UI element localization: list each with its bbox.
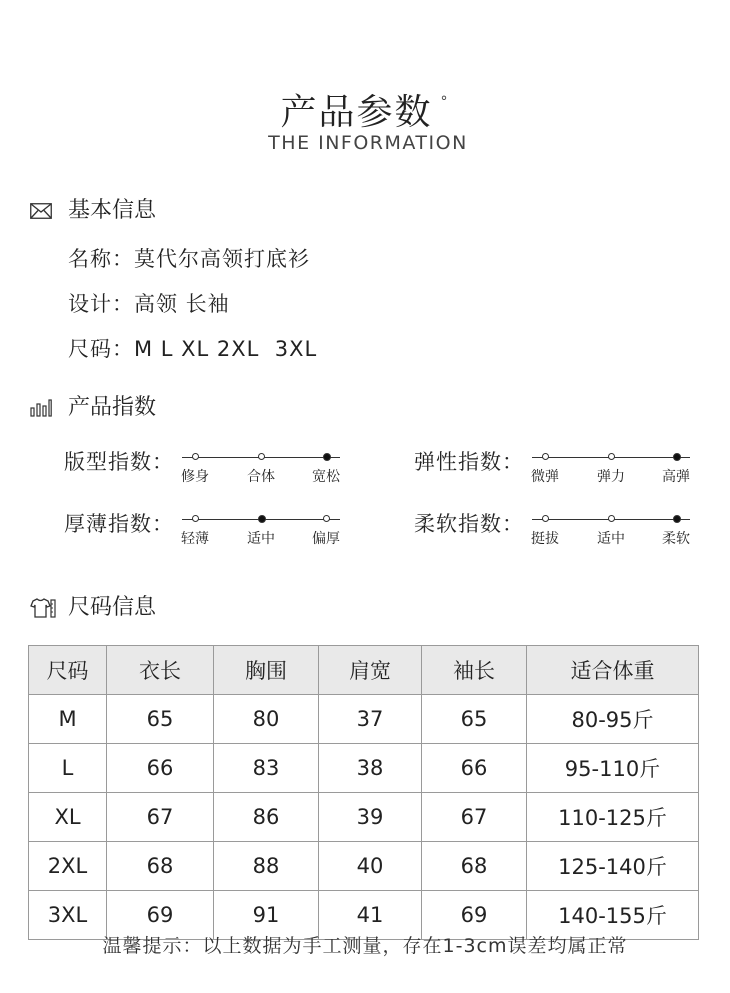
column-header: 胸围 (214, 646, 319, 695)
scale-option-label: 偏厚 (312, 531, 340, 547)
scale-point-selected (673, 453, 681, 461)
column-header: 肩宽 (319, 646, 422, 695)
scale-point (608, 453, 615, 460)
scale-option-label: 合体 (247, 469, 275, 485)
table-cell: 39 (319, 793, 422, 842)
table-cell: 95-110斤 (527, 744, 699, 793)
table-cell: L (29, 744, 107, 793)
column-header: 尺码 (29, 646, 107, 695)
table-cell: 65 (107, 695, 214, 744)
bar-chart-icon (30, 397, 56, 419)
scale-point (323, 515, 330, 522)
table-cell: 65 (422, 695, 527, 744)
table-cell: 125-140斤 (527, 842, 699, 891)
scale-point (542, 453, 549, 460)
table-cell: 110-125斤 (527, 793, 699, 842)
info-sizes: 尺码：M L XL 2XL 3XL (68, 337, 318, 361)
scale-point (542, 515, 549, 522)
softness-index-label: 柔软指数： (414, 512, 524, 536)
scale-option-label: 弹力 (597, 469, 625, 485)
softness-index-scale (530, 513, 690, 549)
scale-point (258, 453, 265, 460)
shirt-ruler-icon (30, 597, 56, 619)
table-row (29, 695, 699, 744)
scale-option-label: 适中 (247, 531, 275, 547)
scale-option-label: 柔软 (662, 531, 690, 547)
product-index-heading (30, 393, 156, 423)
table-cell: 38 (319, 744, 422, 793)
measurement-note: 温馨提示：以上数据为手工测量，存在1-3cm误差均属正常 (102, 935, 628, 957)
page-subtitle: THE INFORMATION (268, 132, 468, 154)
fit-index-scale (180, 451, 340, 487)
elasticity-index-scale (530, 451, 690, 487)
scale-point (192, 515, 199, 522)
table-cell: M (29, 695, 107, 744)
thickness-index-label: 厚薄指数： (64, 512, 174, 536)
scale-point-selected (258, 515, 266, 523)
table-cell: 86 (214, 793, 319, 842)
thickness-index-scale (180, 513, 340, 549)
basic-info-heading (30, 196, 156, 226)
scale-point-selected (323, 453, 331, 461)
table-cell: 68 (107, 842, 214, 891)
table-cell: 68 (422, 842, 527, 891)
table-cell: 80 (214, 695, 319, 744)
table-cell: 2XL (29, 842, 107, 891)
scale-point (608, 515, 615, 522)
table-cell: 83 (214, 744, 319, 793)
scale-option-label: 挺拔 (531, 531, 559, 547)
table-row (29, 793, 699, 842)
table-cell: 69 (107, 891, 214, 940)
table-cell: 140-155斤 (527, 891, 699, 940)
table-cell: 80-95斤 (527, 695, 699, 744)
table-cell: 66 (422, 744, 527, 793)
table-row (29, 842, 699, 891)
scale-option-label: 微弹 (531, 469, 559, 485)
info-design: 设计：高领 长袖 (68, 292, 230, 316)
scale-option-label: 修身 (181, 469, 209, 485)
table-cell: XL (29, 793, 107, 842)
size-table-header (29, 646, 699, 695)
title-mark: ° (440, 94, 450, 110)
table-cell: 91 (214, 891, 319, 940)
table-cell: 41 (319, 891, 422, 940)
scale-option-label: 轻薄 (181, 531, 209, 547)
table-cell: 37 (319, 695, 422, 744)
table-cell: 67 (107, 793, 214, 842)
product-index-title: 产品指数 (68, 395, 157, 420)
fit-index-label: 版型指数： (64, 450, 174, 474)
size-info-title: 尺码信息 (68, 595, 157, 620)
page-title (0, 84, 730, 135)
table-cell: 69 (422, 891, 527, 940)
size-info-heading (30, 593, 156, 623)
scale-option-label: 宽松 (312, 469, 340, 485)
table-cell: 67 (422, 793, 527, 842)
column-header: 衣长 (107, 646, 214, 695)
column-header: 袖长 (422, 646, 527, 695)
basic-info-title: 基本信息 (68, 198, 157, 223)
table-cell: 3XL (29, 891, 107, 940)
table-cell: 40 (319, 842, 422, 891)
envelope-icon (30, 200, 56, 222)
scale-point (192, 453, 199, 460)
table-cell: 66 (107, 744, 214, 793)
table-cell: 88 (214, 842, 319, 891)
info-name: 名称：莫代尔高领打底衫 (68, 247, 310, 271)
column-header: 适合体重 (527, 646, 699, 695)
scale-option-label: 适中 (597, 531, 625, 547)
size-table (28, 645, 699, 940)
scale-option-label: 高弹 (662, 469, 690, 485)
scale-point-selected (673, 515, 681, 523)
table-row (29, 744, 699, 793)
title-text: 产品参数 (280, 92, 433, 133)
elasticity-index-label: 弹性指数： (414, 450, 524, 474)
